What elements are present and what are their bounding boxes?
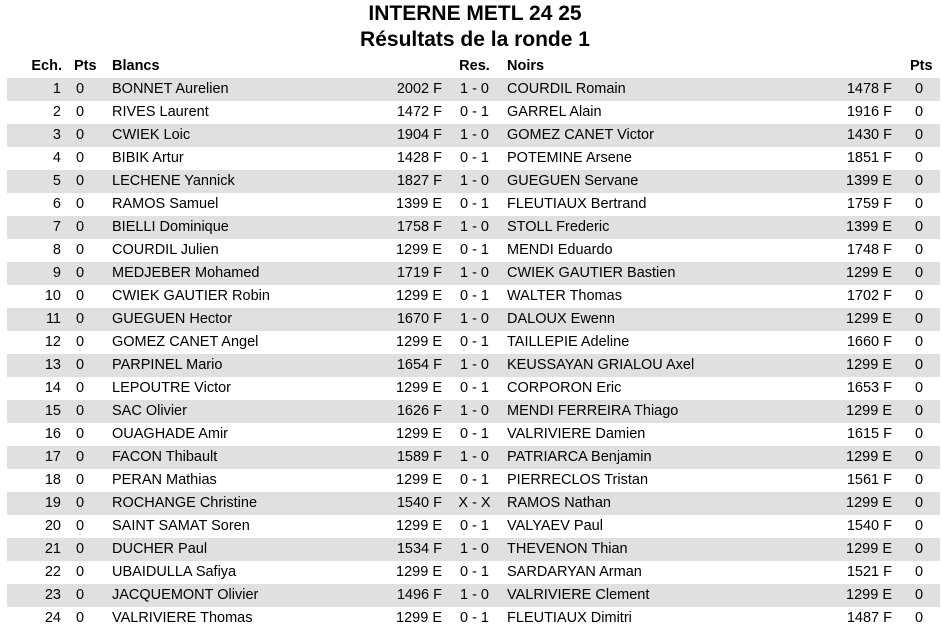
- white-points: 0: [63, 170, 99, 193]
- white-points: 0: [76, 472, 85, 488]
- black-points: 0: [895, 78, 940, 101]
- white-player: JACQUEMONT Olivier: [99, 584, 379, 607]
- black-rating: 1521 F: [846, 564, 892, 580]
- white-points: 0: [76, 518, 85, 534]
- white-points: 0: [76, 380, 85, 396]
- result: 0 - 1: [459, 242, 489, 258]
- black-player: GOMEZ CANET Victor: [505, 124, 825, 147]
- result: 1 - 0: [444, 584, 505, 607]
- board-number: 15: [7, 400, 63, 423]
- white-rating: 1758 F: [379, 216, 444, 239]
- white-points: 0: [76, 242, 85, 258]
- black-rating: 1748 F: [846, 242, 892, 258]
- header-pts-white: Pts: [74, 58, 97, 74]
- table-row: [7, 492, 940, 515]
- black-player: VALRIVIERE Clement: [505, 584, 825, 607]
- board-number: 10: [44, 288, 61, 304]
- result: X - X: [444, 492, 505, 515]
- white-player: RIVES Laurent: [112, 104, 209, 120]
- table-row: [7, 101, 940, 124]
- white-rating: 1589 F: [379, 446, 444, 469]
- table-header-row: [7, 55, 940, 78]
- table-row: [7, 308, 940, 331]
- header-elo-white: [379, 55, 444, 78]
- white-points: 0: [63, 446, 99, 469]
- white-rating: 1654 F: [379, 354, 444, 377]
- result: 1 - 0: [444, 170, 505, 193]
- black-player: CORPORON Eric: [507, 380, 622, 396]
- white-rating: 1904 F: [379, 124, 444, 147]
- white-rating: 1827 F: [379, 170, 444, 193]
- black-points: 0: [895, 538, 940, 561]
- white-player: LEPOUTRE Victor: [112, 380, 231, 396]
- black-rating: 1916 F: [846, 104, 892, 120]
- board-number: 19: [7, 492, 63, 515]
- white-points: 0: [76, 196, 85, 212]
- white-points: 0: [63, 538, 99, 561]
- black-points: 0: [895, 492, 940, 515]
- black-rating: 1430 F: [825, 124, 895, 147]
- board-number: 21: [7, 538, 63, 561]
- table-row: [7, 607, 940, 630]
- white-player: FACON Thibault: [99, 446, 379, 469]
- result: 0 - 1: [459, 288, 489, 304]
- board-number: 12: [44, 334, 61, 350]
- black-rating: 1299 E: [825, 308, 895, 331]
- board-number: 9: [7, 262, 63, 285]
- white-player: COURDIL Julien: [112, 242, 219, 258]
- white-rating: 1299 E: [396, 426, 442, 442]
- black-player: VALYAEV Paul: [507, 518, 603, 534]
- black-points: 0: [895, 400, 940, 423]
- black-points: 0: [915, 564, 924, 580]
- white-points: 0: [76, 426, 85, 442]
- table-row: [7, 193, 940, 216]
- black-points: 0: [915, 426, 924, 442]
- result: 0 - 1: [459, 610, 489, 626]
- black-player: MENDI FERREIRA Thiago: [505, 400, 825, 423]
- result: 1 - 0: [444, 354, 505, 377]
- black-player: VALRIVIERE Damien: [507, 426, 646, 442]
- black-points: 0: [915, 610, 924, 626]
- white-points: 0: [63, 400, 99, 423]
- result: 1 - 0: [444, 124, 505, 147]
- white-rating: 1299 E: [396, 518, 442, 534]
- result: 0 - 1: [459, 518, 489, 534]
- black-player: FLEUTIAUX Bertrand: [507, 196, 647, 212]
- white-player: GOMEZ CANET Angel: [112, 334, 259, 350]
- white-rating: 1299 E: [396, 380, 442, 396]
- table-row: [7, 170, 940, 193]
- black-rating: 1851 F: [846, 150, 892, 166]
- white-rating: 1496 F: [379, 584, 444, 607]
- black-player: PATRIARCA Benjamin: [505, 446, 825, 469]
- black-player: MENDI Eduardo: [507, 242, 613, 258]
- black-rating: 1299 E: [825, 492, 895, 515]
- black-rating: 1478 F: [825, 78, 895, 101]
- black-points: 0: [915, 380, 924, 396]
- black-player: TAILLEPIE Adeline: [507, 334, 630, 350]
- table-row: [7, 262, 940, 285]
- result: 1 - 0: [444, 446, 505, 469]
- black-rating: 1299 E: [825, 446, 895, 469]
- result: 0 - 1: [459, 104, 489, 120]
- result: 0 - 1: [459, 564, 489, 580]
- result: 1 - 0: [444, 78, 505, 101]
- black-points: 0: [915, 334, 924, 350]
- white-rating: 1719 F: [379, 262, 444, 285]
- white-player: MEDJEBER Mohamed: [99, 262, 379, 285]
- table-row: [7, 400, 940, 423]
- black-points: 0: [895, 354, 940, 377]
- white-points: 0: [63, 354, 99, 377]
- page-subtitle: Résultats de la ronde 1: [360, 28, 590, 51]
- board-number: 23: [7, 584, 63, 607]
- black-points: 0: [915, 472, 924, 488]
- board-number: 11: [7, 308, 63, 331]
- white-rating: 1299 E: [396, 242, 442, 258]
- table-row: [7, 124, 940, 147]
- white-rating: 1299 E: [396, 288, 442, 304]
- black-rating: 1299 E: [825, 354, 895, 377]
- table-row: [7, 285, 940, 308]
- black-player: WALTER Thomas: [507, 288, 622, 304]
- result: 0 - 1: [459, 150, 489, 166]
- result: 1 - 0: [444, 216, 505, 239]
- white-player: PERAN Mathias: [112, 472, 217, 488]
- white-points: 0: [76, 334, 85, 350]
- white-player: LECHENE Yannick: [99, 170, 379, 193]
- white-player: BIBIK Artur: [112, 150, 184, 166]
- black-player: COURDIL Romain: [505, 78, 825, 101]
- white-points: 0: [63, 78, 99, 101]
- table-row: [7, 354, 940, 377]
- table-row: [7, 423, 940, 446]
- white-points: 0: [63, 216, 99, 239]
- black-player: KEUSSAYAN GRIALOU Axel: [505, 354, 825, 377]
- result: 0 - 1: [459, 334, 489, 350]
- white-player: BIELLI Dominique: [99, 216, 379, 239]
- white-rating: 1399 E: [396, 196, 442, 212]
- board-number: 14: [44, 380, 61, 396]
- black-points: 0: [895, 170, 940, 193]
- black-points: 0: [895, 262, 940, 285]
- black-rating: 1660 F: [846, 334, 892, 350]
- black-points: 0: [915, 196, 924, 212]
- results-table: [7, 55, 940, 630]
- black-rating: 1759 F: [846, 196, 892, 212]
- board-number: 2: [52, 104, 61, 120]
- board-number: 22: [44, 564, 61, 580]
- board-number: 18: [44, 472, 61, 488]
- black-rating: 1702 F: [846, 288, 892, 304]
- black-points: 0: [915, 288, 924, 304]
- board-number: 8: [52, 242, 61, 258]
- black-points: 0: [915, 104, 924, 120]
- white-points: 0: [63, 124, 99, 147]
- header-blancs: Blancs: [112, 58, 160, 74]
- page-title: INTERNE METL 24 25: [368, 2, 582, 25]
- white-points: 0: [76, 104, 85, 120]
- white-points: 0: [63, 262, 99, 285]
- board-number: 24: [44, 610, 61, 626]
- result: 1 - 0: [444, 262, 505, 285]
- white-player: BONNET Aurelien: [99, 78, 379, 101]
- black-rating: 1561 F: [846, 472, 892, 488]
- board-number: 13: [7, 354, 63, 377]
- black-player: PIERRECLOS Tristan: [507, 472, 649, 488]
- board-number: 1: [7, 78, 63, 101]
- white-rating: 1472 F: [396, 104, 442, 120]
- header-pts-black: Pts: [910, 58, 933, 74]
- black-points: 0: [895, 446, 940, 469]
- table-row: [7, 239, 940, 262]
- white-player: RAMOS Samuel: [112, 196, 219, 212]
- board-number: 20: [44, 518, 61, 534]
- white-player: ROCHANGE Christine: [99, 492, 379, 515]
- black-rating: 1399 E: [825, 216, 895, 239]
- white-rating: 1299 E: [396, 472, 442, 488]
- board-number: 17: [7, 446, 63, 469]
- black-player: FLEUTIAUX Dimitri: [507, 610, 632, 626]
- white-rating: 1534 F: [379, 538, 444, 561]
- result: 1 - 0: [444, 538, 505, 561]
- board-number: 16: [44, 426, 61, 442]
- black-points: 0: [915, 518, 924, 534]
- white-points: 0: [63, 308, 99, 331]
- black-rating: 1399 E: [825, 170, 895, 193]
- table-row: [7, 584, 940, 607]
- header-ech: Ech.: [31, 58, 62, 74]
- white-rating: 1299 E: [396, 610, 442, 626]
- table-row: [7, 147, 940, 170]
- black-player: GARREL Alain: [507, 104, 602, 120]
- board-number: 6: [52, 196, 61, 212]
- table-row: [7, 538, 940, 561]
- white-points: 0: [76, 610, 85, 626]
- black-rating: 1540 F: [846, 518, 892, 534]
- table-row: [7, 446, 940, 469]
- board-number: 3: [7, 124, 63, 147]
- board-number: 7: [7, 216, 63, 239]
- black-player: SARDARYAN Arman: [507, 564, 642, 580]
- white-points: 0: [76, 564, 85, 580]
- header-noirs: Noirs: [507, 58, 545, 74]
- white-points: 0: [76, 150, 85, 166]
- white-points: 0: [76, 288, 85, 304]
- black-rating: 1653 F: [846, 380, 892, 396]
- table-row: [7, 331, 940, 354]
- header-res: Res.: [459, 58, 490, 74]
- board-number: 4: [52, 150, 61, 166]
- table-row: [7, 469, 940, 492]
- result: 0 - 1: [459, 380, 489, 396]
- black-rating: 1299 E: [825, 262, 895, 285]
- table-row: [7, 377, 940, 400]
- white-player: SAC Olivier: [99, 400, 379, 423]
- white-player: SAINT SAMAT Soren: [112, 518, 250, 534]
- result: 1 - 0: [444, 308, 505, 331]
- black-rating: 1487 F: [846, 610, 892, 626]
- white-rating: 1299 E: [396, 334, 442, 350]
- black-player: THEVENON Thian: [505, 538, 825, 561]
- black-player: DALOUX Ewenn: [505, 308, 825, 331]
- white-player: GUEGUEN Hector: [99, 308, 379, 331]
- black-rating: 1299 E: [825, 584, 895, 607]
- white-player: CWIEK Loic: [99, 124, 379, 147]
- white-player: VALRIVIERE Thomas: [112, 610, 253, 626]
- white-player: DUCHER Paul: [99, 538, 379, 561]
- white-rating: 1626 F: [379, 400, 444, 423]
- black-points: 0: [915, 242, 924, 258]
- table-row: [7, 216, 940, 239]
- white-player: UBAIDULLA Safiya: [112, 564, 237, 580]
- black-points: 0: [895, 216, 940, 239]
- black-player: STOLL Frederic: [505, 216, 825, 239]
- white-rating: 1540 F: [379, 492, 444, 515]
- black-rating: 1299 E: [825, 538, 895, 561]
- white-player: OUAGHADE Amir: [112, 426, 229, 442]
- black-points: 0: [915, 150, 924, 166]
- table-row: [7, 78, 940, 101]
- board-number: 5: [7, 170, 63, 193]
- black-player: RAMOS Nathan: [505, 492, 825, 515]
- black-rating: 1299 E: [825, 400, 895, 423]
- white-rating: 1670 F: [379, 308, 444, 331]
- black-points: 0: [895, 308, 940, 331]
- black-player: POTEMINE Arsene: [507, 150, 632, 166]
- white-rating: 1299 E: [396, 564, 442, 580]
- result: 1 - 0: [444, 400, 505, 423]
- white-rating: 2002 F: [379, 78, 444, 101]
- black-player: CWIEK GAUTIER Bastien: [505, 262, 825, 285]
- black-rating: 1615 F: [846, 426, 892, 442]
- result: 0 - 1: [459, 196, 489, 212]
- result: 0 - 1: [459, 426, 489, 442]
- white-points: 0: [63, 492, 99, 515]
- black-points: 0: [895, 124, 940, 147]
- white-player: PARPINEL Mario: [99, 354, 379, 377]
- white-player: CWIEK GAUTIER Robin: [112, 288, 270, 304]
- black-points: 0: [895, 584, 940, 607]
- header-elo-black: [825, 55, 895, 78]
- result: 0 - 1: [459, 472, 489, 488]
- black-player: GUEGUEN Servane: [505, 170, 825, 193]
- table-row: [7, 515, 940, 538]
- white-points: 0: [63, 584, 99, 607]
- white-rating: 1428 F: [396, 150, 442, 166]
- table-row: [7, 561, 940, 584]
